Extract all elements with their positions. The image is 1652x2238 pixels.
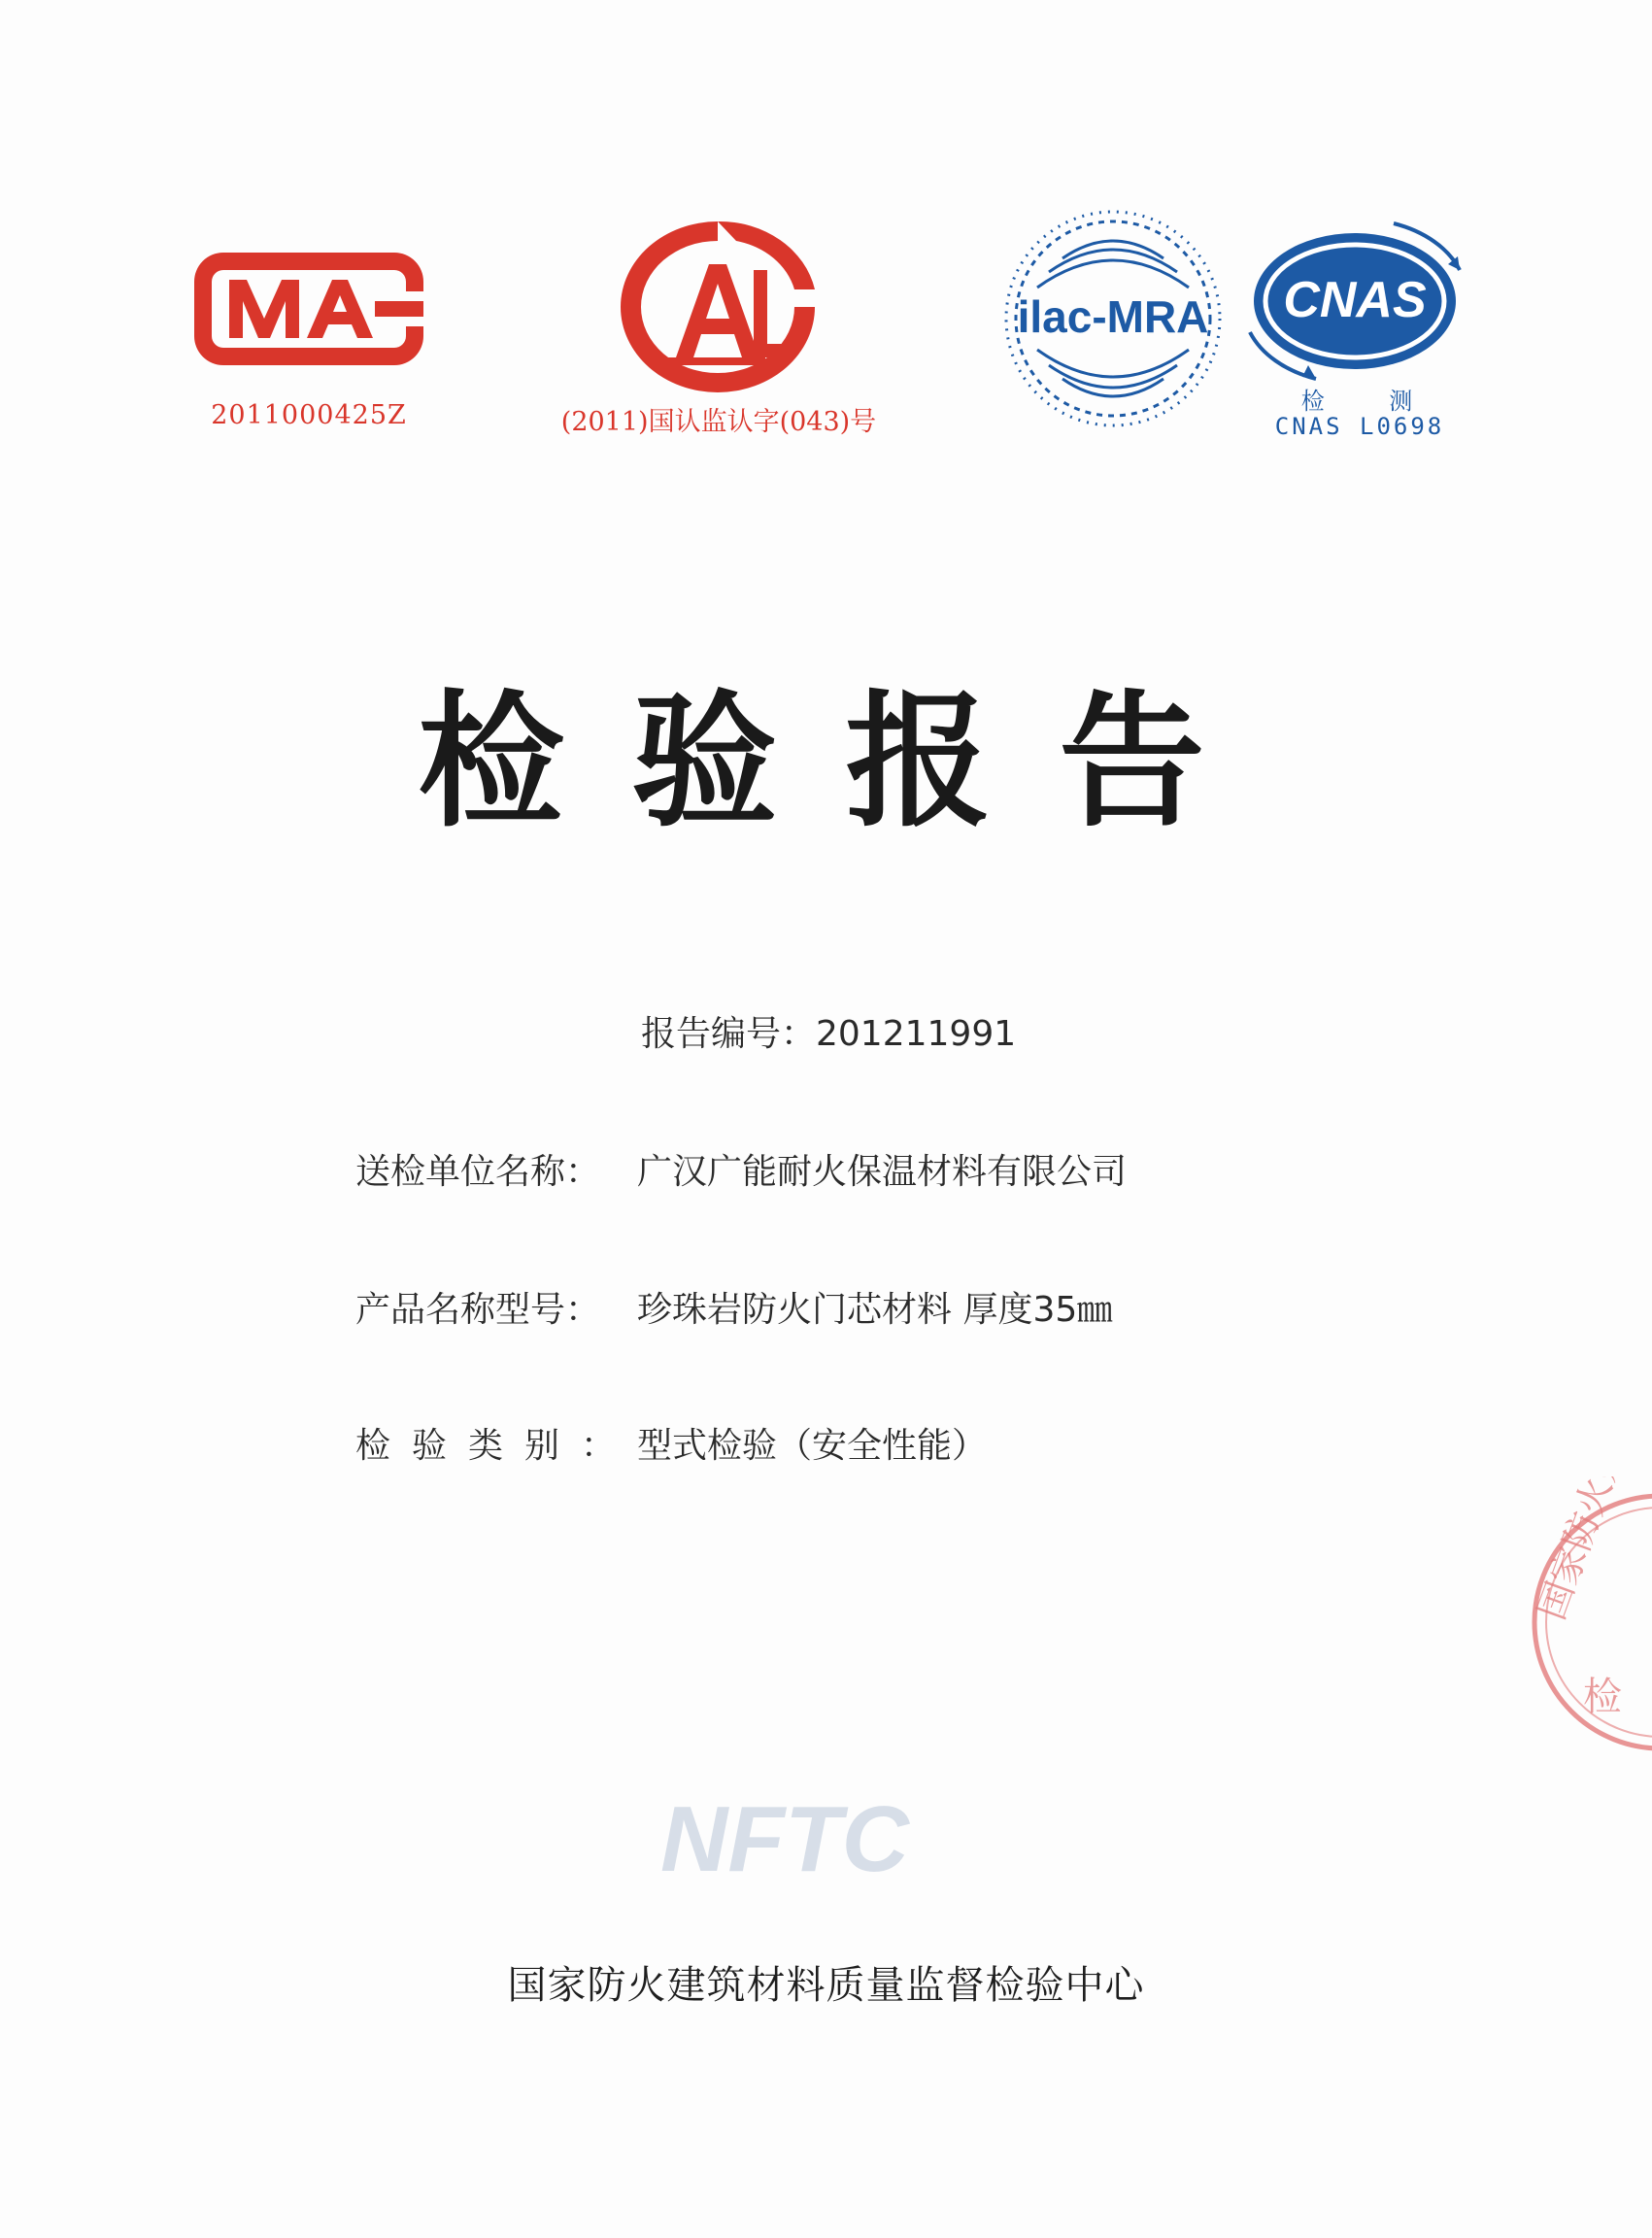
svg-text:国家防火建: 国家防火建 [1530,1476,1634,1626]
cnas-accreditation-number: CNAS L0698 [1274,413,1445,440]
page-title: 检验报告 [418,678,1273,847]
cnas-logo [1238,216,1471,396]
official-seal-stamp [1515,1476,1652,1768]
ilac-mra-logo [998,204,1228,433]
cal-number: (2011)国认监认字(043)号 [560,407,877,437]
field-label: 检验类别： [355,1426,638,1466]
field-value: 型式检验（安全性能） [637,1426,988,1466]
field-product-model [355,1282,1112,1332]
field-value: 广汉广能耐火保温材料有限公司 [637,1152,1128,1192]
ilac-mark-text: ilac-MRA [1017,291,1209,342]
nftc-watermark [651,1791,981,1888]
cnas-caption [1263,389,1457,439]
nftc-watermark-text: NFTC [660,1791,909,1888]
field-value: 珍珠岩防火门芯材料 厚度35㎜ [637,1290,1113,1330]
cnas-caption-line1: 检 测 [1300,388,1438,415]
report-number: 报告编号：201211991 [641,1014,1017,1054]
svg-text:检: 检 [1583,1675,1622,1719]
cma-number: 2011000425Z [211,400,407,430]
cal-logo [610,212,826,400]
issuing-authority: 国家防火建筑材料质量监督检验中心 [507,1963,1145,2008]
field-label: 产品名称型号： [355,1290,601,1330]
field-label: 送检单位名称： [355,1152,601,1192]
cma-logo [185,241,433,377]
cnas-mark-text: CNAS [1283,272,1427,328]
field-inspection-type [355,1418,987,1468]
field-submitting-unit [355,1144,1127,1194]
